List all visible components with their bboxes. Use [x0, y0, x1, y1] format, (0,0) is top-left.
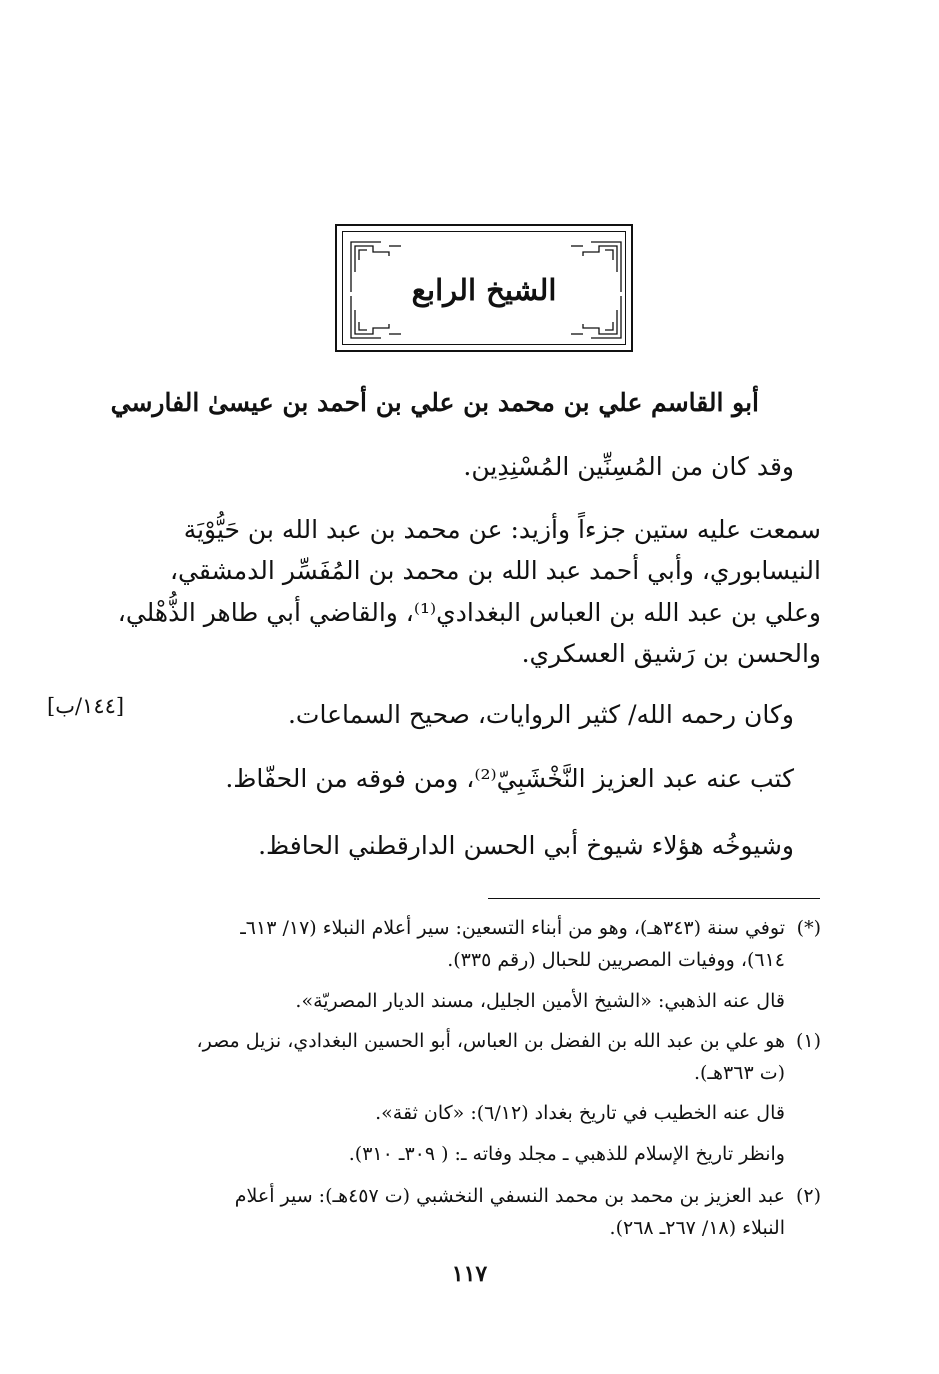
footnote-marker: (١) — [795, 1030, 821, 1052]
footnote-line: (ت ٣٦٣هـ). — [693, 1062, 785, 1084]
page-number: ١١٧ — [451, 1261, 488, 1287]
body-line: والحسن بن رَشيق العسكري. — [521, 639, 821, 668]
body-line: وشيوخُه هؤلاء شيوخ أبي الحسن الدارقطني الحافظ. — [258, 831, 794, 860]
section-title-frame — [335, 224, 633, 352]
footnote-line: توفي سنة (٣٤٣هـ)، وهو من أبناء التسعين: سير أعلام النبلاء (١٧/ ٦١٣ـ — [240, 917, 785, 939]
footnote-line: النبلاء (١٨/ ٢٦٧ـ ٢٦٨). — [609, 1217, 785, 1239]
footnote-line: هو علي بن عبد الله بن الفضل بن العباس، أبو الحسين البغدادي، نزيل مصر، — [196, 1030, 785, 1052]
manuscript-folio-reference: [١٤٤/ب] — [47, 694, 125, 718]
footnote-marker: (٢) — [795, 1185, 821, 1207]
footnote-line: قال عنه الذهبي: «الشيخ الأمين الجليل، مسند الديار المصريّة». — [295, 990, 785, 1012]
footnote-separator — [488, 898, 820, 899]
footnote-line: عبد العزيز بن محمد بن محمد النسفي النخشبي (ت ٤٥٧هـ): سير أعلام — [234, 1185, 785, 1207]
footnote-line: ٦١٤)، ووفيات المصريين للحبال (رقم ٣٣٥). — [447, 949, 785, 971]
body-line: النيسابوري، وأبي أحمد عبد الله بن محمد بن المُفَسِّر الدمشقي، — [169, 556, 821, 585]
footnote-line: وانظر تاريخ الإسلام للذهبي ـ مجلد وفاته ـ: ( ٣٠٩ـ ٣١٠). — [348, 1143, 785, 1165]
section-title: الشيخ الرابع — [411, 273, 557, 307]
footnote-marker: (*) — [796, 917, 821, 939]
body-line: كتب عنه عبد العزيز النَّخْشَبِيّ⁽²⁾، ومن فوقه من الحفّاظ. — [225, 764, 794, 793]
body-line: سمعت عليه ستين جزءاً وأزيد: عن محمد بن عبد الله بن حَيُّوْيَة — [183, 515, 821, 544]
biography-heading: أبو القاسم علي بن محمد بن علي بن أحمد بن عيسىٰ الفارسي — [110, 388, 759, 417]
body-line: وعلي بن عبد الله بن العباس البغدادي⁽¹⁾، والقاضي أبي طاهر الذُّهْلي، — [117, 598, 821, 627]
body-line: وقد كان من المُسِنِّين المُسْنِدِين. — [463, 452, 794, 481]
body-line: وكان رحمه الله/ كثير الروايات، صحيح السماعات. — [287, 700, 794, 729]
footnote-line: قال عنه الخطيب في تاريخ بغداد (٦/١٢): «كان ثقة». — [375, 1102, 785, 1124]
